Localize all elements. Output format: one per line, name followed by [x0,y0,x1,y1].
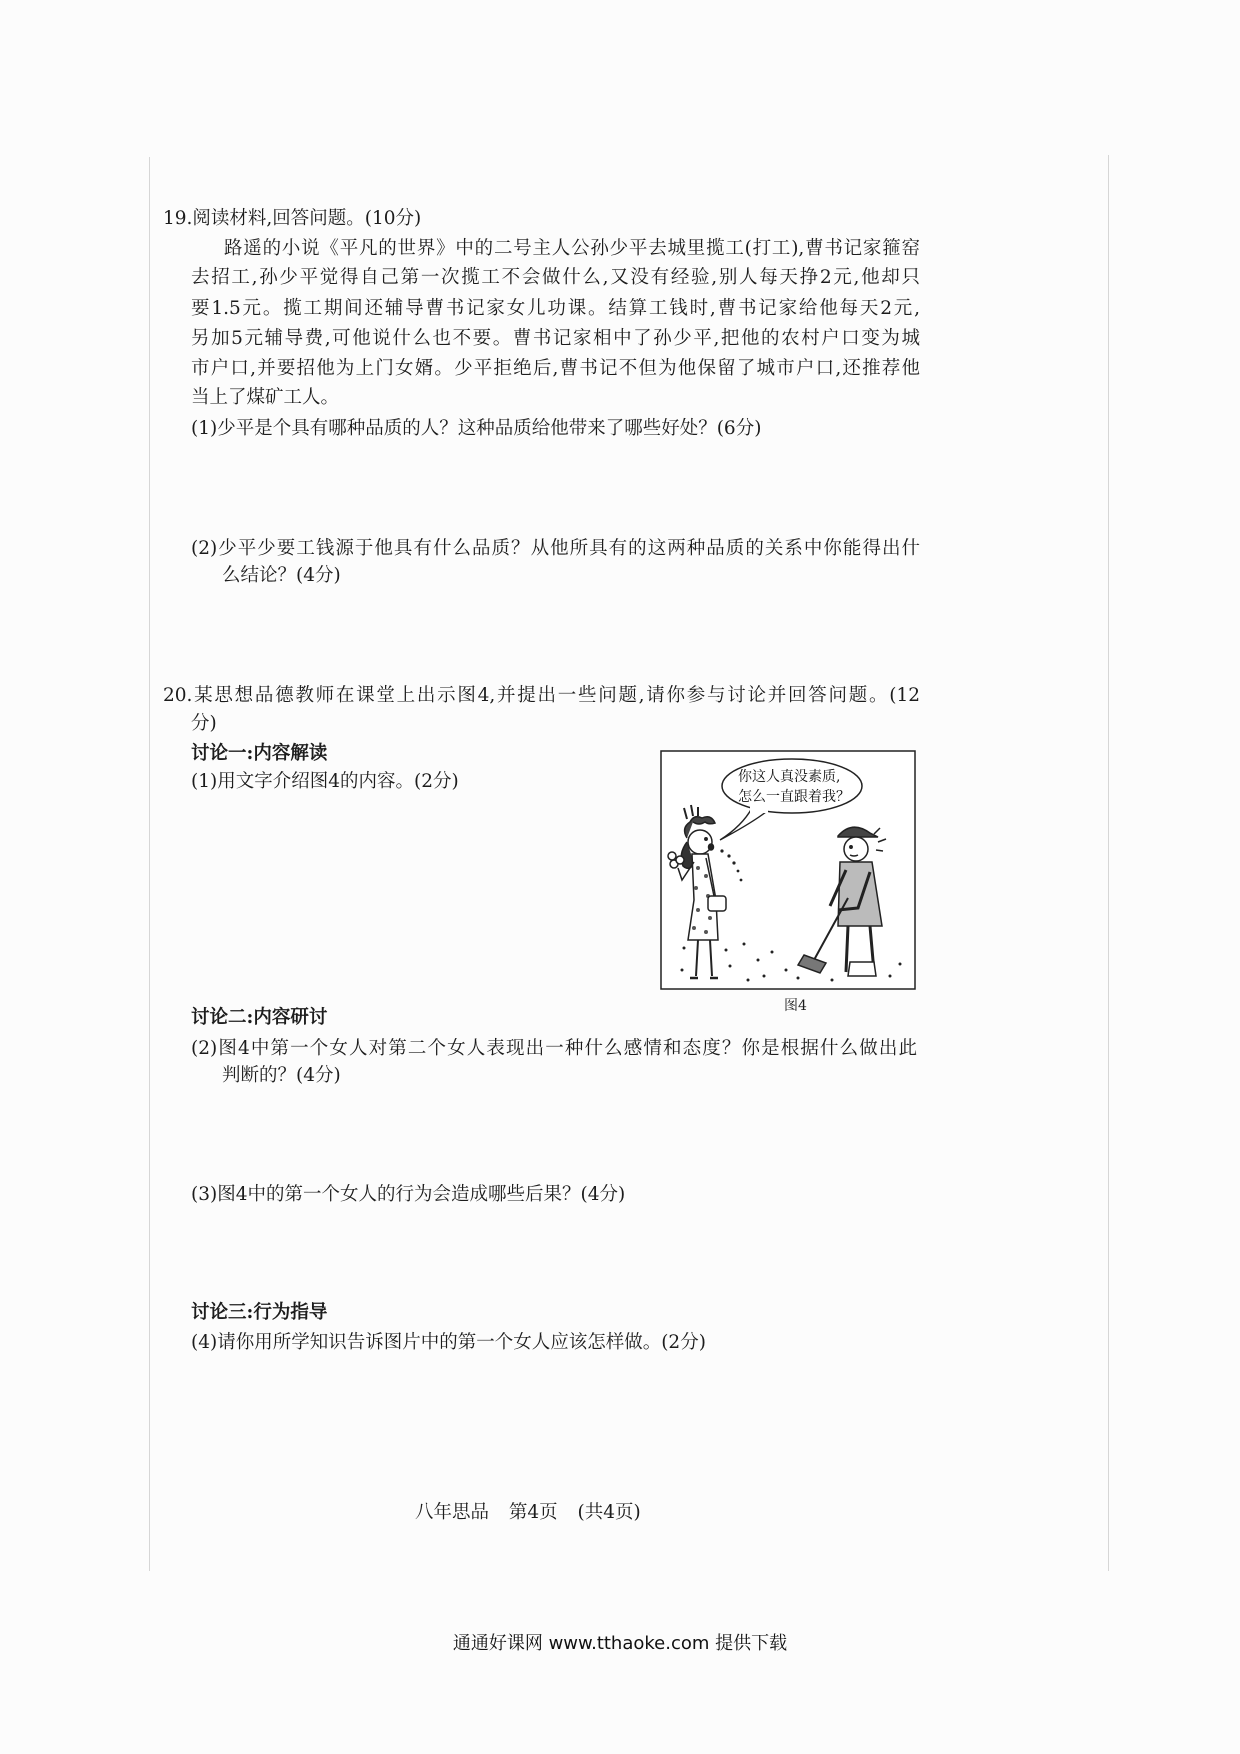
q20-title-line: 20.某思想品德教师在课堂上出示图4,并提出一些问题,请你参与讨论并回答问题。(12 [163,685,920,706]
q20-sub2-line: 判断的？(4分) [222,1065,341,1086]
q19-passage-line: 当上了煤矿工人。 [191,387,340,408]
q19-title: 19.阅读材料,回答问题。(10分) [163,208,422,229]
download-credit: 通通好课网 www.tthaoke.com 提供下载 [452,1633,788,1654]
q20-sub3: (3)图4中的第一个女人的行为会造成哪些后果？(4分) [191,1184,626,1205]
q20-sub1: (1)用文字介绍图4的内容。(2分) [191,771,459,792]
dustpan [848,962,876,976]
q20-title-line: 分) [191,713,217,734]
q19-sub1: (1)少平是个具有哪种品质的人？这种品质给他带来了哪些好处？(6分) [191,418,762,439]
q19-passage-line: 要1.5元。揽工期间还辅导曹书记家女儿功课。结算工钱时,曹书记家给他每天2元, [191,298,920,319]
q19-passage-line: 市户口,并要招他为上门女婿。少平拒绝后,曹书记不但为他保留了城市户口,还推荐他 [191,358,920,379]
speech-bubble-line: 怎么一直跟着我？ [738,789,850,805]
speech-bubble-line: 你这人真没素质, [738,769,841,785]
handbag [708,896,726,911]
page-footer: 八年思品 第4页 (共4页) [415,1502,641,1523]
q20-sub2-line: (2)图4中第一个女人对第二个女人表现出一种什么感情和态度？你是根据什么做出此 [191,1038,917,1059]
q20-sub4: (4)请你用所学知识告诉图片中的第一个女人应该怎样做。(2分) [191,1332,706,1353]
discussion1-heading: 讨论一:内容解读 [191,743,328,764]
discussion3-heading: 讨论三:行为指导 [191,1302,328,1323]
q19-passage-line: 路遥的小说《平凡的世界》中的二号主人公孙少平去城里揽工(打工),曹书记家箍窑 [224,238,920,259]
scan-right-edge [1108,155,1109,1571]
scan-left-edge [149,157,150,1571]
figure-4-caption: 图4 [784,998,807,1014]
q19-sub2-line: 么结论？(4分) [222,565,341,586]
q19-passage-line: 另加5元辅导费,可他说什么也不要。曹书记家相中了孙少平,把他的农村户口变为城 [191,328,920,349]
q19-passage-line: 去招工,孙少平觉得自己第一次揽工不会做什么,又没有经验,别人每天挣2元,他却只 [191,267,920,288]
figure-4-cartoon [660,750,916,990]
discussion2-heading: 讨论二:内容研讨 [191,1007,328,1028]
q19-sub2-line: (2)少平少要工钱源于他具有什么品质？从他所具有的这两种品质的关系中你能得出什 [191,538,920,559]
